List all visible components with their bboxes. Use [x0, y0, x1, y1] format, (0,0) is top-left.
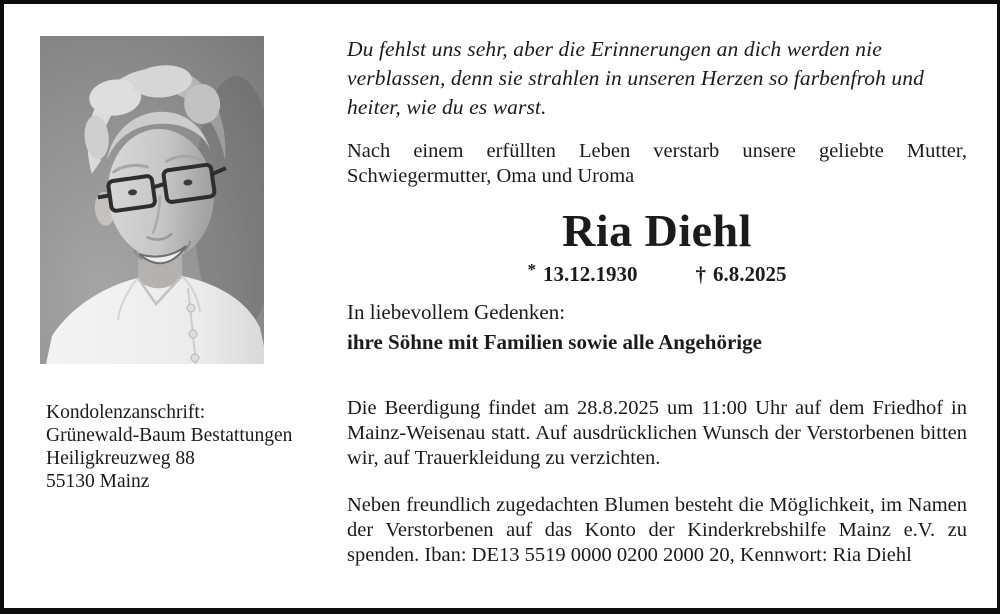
intro-paragraph: Nach einem erfüllten Leben verstarb unsere geliebte Mutter, Schwiegermutter, Oma und Uroma [347, 140, 967, 187]
birth-symbol: * [527, 260, 536, 279]
funeral-paragraph: Die Beerdigung findet am 28.8.2025 um 11:00 Uhr auf dem Friedhof in Mainz-Weisenau statt. Auf ausdrücklichen Wunsch der Verstorbenen bitten wir, auf Trauerkleidung zu verzichten. [347, 397, 967, 469]
life-dates [347, 262, 967, 287]
death-cross-symbol: † [695, 262, 706, 286]
deceased-name: Ria Diehl [562, 205, 752, 256]
condolence-address [46, 401, 336, 493]
portrait-illustration [40, 36, 264, 364]
death-date [696, 262, 787, 287]
birth-date-value: 13.12.1930 [543, 262, 638, 286]
portrait-photo [40, 36, 264, 364]
memorial-family-line: ihre Söhne mit Familien sowie alle Angehörige [347, 330, 762, 354]
donation-paragraph: Neben freundlich zugedachten Blumen besteht die Möglichkeit, im Namen der Verstorbenen auf das Konto der Kinderkrebshilfe Mainz e.V. zu spenden. Iban: DE13 5519 0000 0200 2000 20, Kennwort: Ria Diehl [347, 494, 967, 566]
condolence-title: Kondolenzanschrift: [46, 402, 206, 423]
birth-date [528, 262, 638, 287]
condolence-funeral-home: Grünewald-Baum Bestattungen [46, 425, 293, 446]
death-date-value: 6.8.2025 [713, 262, 787, 286]
condolence-city: 55130 Mainz [46, 471, 150, 492]
condolence-street: Heiligkreuzweg 88 [46, 448, 195, 469]
memorial-label: In liebevollem Gedenken: [347, 300, 566, 324]
memorial-quote: Du fehlst uns sehr, aber die Erinnerungen an dich werden nie verblassen, denn sie strahlen in unseren Herzen so farbenfroh und heiter, wie du es warst. [347, 37, 924, 119]
